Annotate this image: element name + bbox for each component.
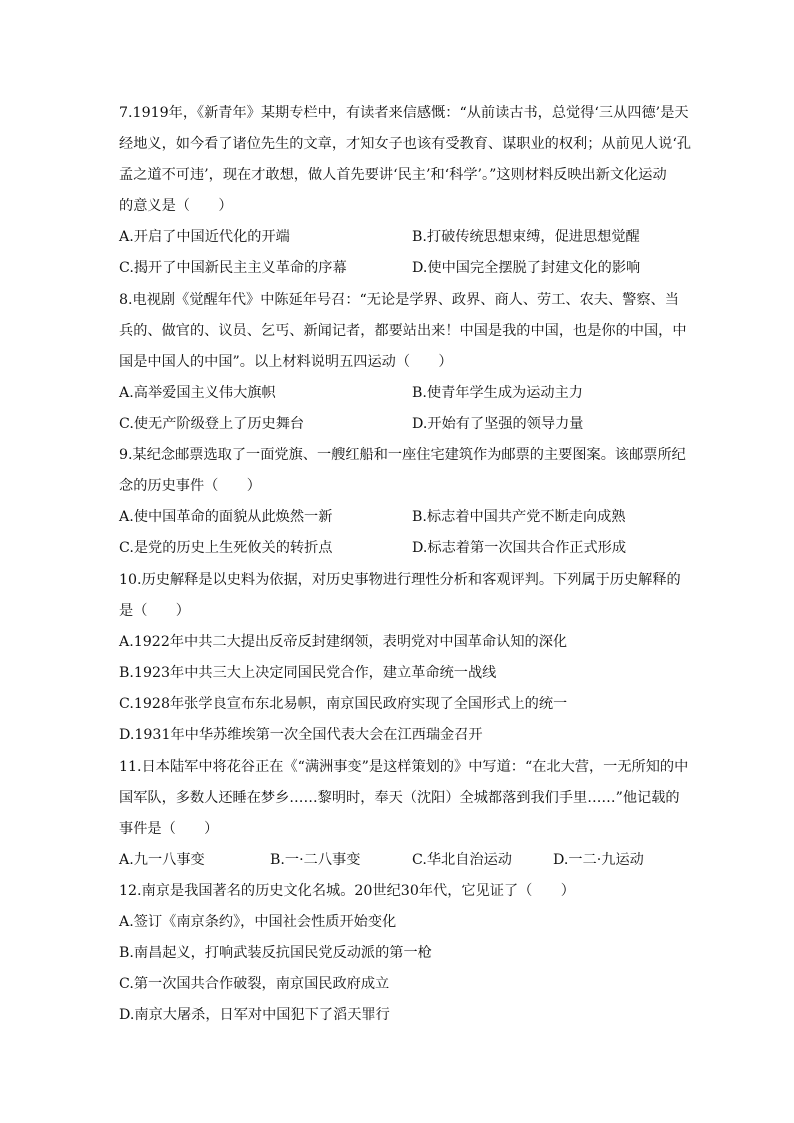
option-c: C.1928年张学良宣布东北易帜，南京国民政府实现了全国形式上的统一 bbox=[119, 696, 568, 712]
question-stem-line: 12.南京是我国著名的历史文化名城。20世纪30年代，它见证了（ ） bbox=[119, 883, 575, 899]
question-stem-line: 是（ ） bbox=[119, 603, 190, 619]
option-a: A.1922年中共二大提出反帝反封建纲领，表明党对中国革命认知的深化 bbox=[119, 634, 568, 650]
option-a: A.签订《南京条约》，中国社会性质开始变化 bbox=[119, 914, 397, 930]
question-stem-line: 事件是（ ） bbox=[119, 821, 219, 837]
question-stem-line: 的意义是（ ） bbox=[119, 198, 233, 214]
question-stem-line: 8.电视剧《觉醒年代》中陈延年号召：“无论是学界、政界、商人、劳工、农夫、警察、当 bbox=[119, 292, 679, 308]
question-stem-line: 兵的、做官的、议员、乞丐、新闻记者，都要站出来！中国是我的中国，也是你的中国，中 bbox=[119, 323, 687, 339]
option-c: C.使无产阶级登上了历史舞台 bbox=[119, 416, 305, 432]
option-d: D.开始有了坚强的领导力量 bbox=[412, 416, 584, 432]
option-a: A.高举爱国主义伟大旗帜 bbox=[119, 385, 276, 401]
option-c: C.是党的历史上生死攸关的转折点 bbox=[119, 540, 333, 556]
option-d: D.1931年中华苏维埃第一次全国代表大会在江西瑞金召开 bbox=[119, 727, 483, 743]
option-a: A.九一八事变 bbox=[119, 852, 205, 868]
option-d: D.南京大屠杀，日军对中国犯下了滔天罪行 bbox=[119, 1007, 390, 1023]
option-c: C.第一次国共合作破裂，南京国民政府成立 bbox=[119, 976, 390, 992]
question-stem-line: 国军队，多数人还睡在梦乡……黎明时，奉天（沈阳）全城都落到我们手里……”他记载的 bbox=[119, 790, 680, 806]
option-a: A.开启了中国近代化的开端 bbox=[119, 229, 290, 245]
option-c: C.揭开了中国新民主主义革命的序幕 bbox=[119, 260, 347, 276]
question-stem-line: 孟之道不可违’，现在才敢想，做人首先要讲‘民主’和‘科学’。”这则材料反映出新文化运动 bbox=[119, 167, 667, 183]
question-stem-line: 国是中国人的中国”。以上材料说明五四运动（ ） bbox=[119, 354, 453, 370]
option-b: B.一·二八事变 bbox=[270, 852, 361, 868]
option-b: B.使青年学生成为运动主力 bbox=[412, 385, 583, 401]
question-stem-line: 10.历史解释是以史料为依据，对历史事物进行理性分析和客观评判。下列属于历史解释的 bbox=[119, 572, 681, 588]
option-c: C.华北自治运动 bbox=[412, 852, 512, 868]
option-d: D.使中国完全摆脱了封建文化的影响 bbox=[412, 260, 641, 276]
option-b: B.标志着中国共产党不断走向成熟 bbox=[412, 509, 626, 525]
option-d: D.一二·九运动 bbox=[553, 852, 644, 868]
question-stem-line: 11.日本陆军中将花谷正在《“满洲事变”是这样策划的》中写道：“在北大营，一无所知的中 bbox=[119, 759, 689, 775]
question-stem-line: 念的历史事件（ ） bbox=[119, 478, 261, 494]
option-b: B.南昌起义，打响武装反抗国民党反动派的第一枪 bbox=[119, 945, 432, 961]
question-stem-line: 7.1919年，《新青年》某期专栏中，有读者来信感慨：“从前读古书，总觉得‘三从四德’是天 bbox=[119, 105, 689, 121]
option-a: A.使中国革命的面貌从此焕然一新 bbox=[119, 509, 333, 525]
option-b: B.1923年中共三大上决定同国民党合作，建立革命统一战线 bbox=[119, 665, 497, 681]
question-stem-line: 经地义，如今看了诸位先生的文章，才知女子也该有受教育、谋职业的权利；从前见人说‘孔 bbox=[119, 136, 692, 152]
option-b: B.打破传统思想束缚，促进思想觉醒 bbox=[412, 229, 640, 245]
question-stem-line: 9.某纪念邮票选取了一面党旗、一艘红船和一座住宅建筑作为邮票的主要图案。该邮票所纪 bbox=[119, 447, 686, 463]
option-d: D.标志着第一次国共合作正式形成 bbox=[412, 540, 627, 556]
